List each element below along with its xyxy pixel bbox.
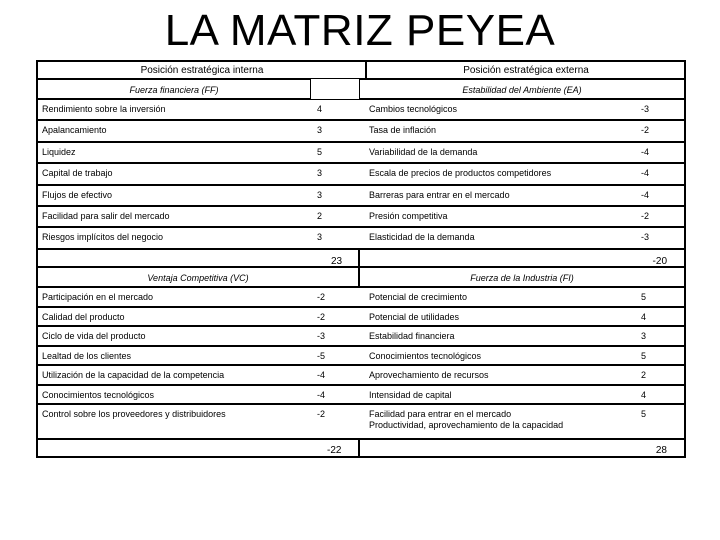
fi-factor: Estabilidad financiera (369, 331, 455, 341)
table-row (37, 142, 685, 163)
fi-factor: Intensidad de capital (369, 389, 452, 400)
fi-label: Fuerza de la Industria (FI) (470, 273, 574, 283)
table-row (37, 307, 685, 327)
vc-factor: Lealtad de los clientes (42, 350, 132, 361)
ea-value: -2 (641, 211, 650, 221)
table-row (37, 185, 685, 206)
vc-factor: Utilización de la capacidad de la competencia (42, 370, 225, 380)
ff-value: 3 (317, 168, 323, 179)
vc-value: -2 (317, 409, 326, 419)
ea-factor: Barreras para entrar en el mercado (369, 189, 510, 200)
fi-value: 4 (641, 389, 647, 400)
ff-label: Fuerza financiera (FF) (129, 85, 219, 95)
ff-factor: Liquidez (42, 146, 76, 157)
fi-value: 5 (641, 350, 647, 361)
ff-factor: Capital de trabajo (42, 168, 113, 179)
ea-value: -3 (641, 232, 650, 243)
vc-value: -4 (317, 389, 326, 400)
vc-value: -2 (317, 292, 326, 302)
ff-value: 5 (317, 146, 323, 157)
vc-value: -5 (317, 350, 326, 361)
ea-value: -4 (641, 189, 650, 200)
ff-factor: Flujos de efectivo (42, 189, 113, 200)
vc-factor: Ciclo de vida del producto (42, 331, 146, 341)
fi-factor: Conocimientos tecnológicos (369, 350, 482, 361)
ea-total: -20 (652, 256, 667, 267)
vc-value: -3 (317, 331, 326, 341)
ff-total-box (37, 249, 359, 267)
ff-factor: Apalancamiento (42, 125, 107, 136)
fi-value: 2 (641, 370, 647, 380)
ff-value: 2 (317, 211, 323, 221)
ff-value: 3 (317, 125, 323, 136)
vc-value: -4 (317, 370, 326, 380)
fi-value: 4 (641, 311, 647, 322)
table-row (37, 120, 685, 141)
ea-value: -3 (641, 104, 650, 114)
ea-factor: Variabilidad de la demanda (369, 146, 478, 157)
ff-factor: Facilidad para salir del mercado (42, 211, 170, 221)
fi-factor: Potencial de utilidades (369, 311, 460, 322)
vc-total: -22 (327, 445, 342, 456)
fi-factor-secondary: Productividad, aprovechamiento de la capacidad (369, 420, 564, 430)
vc-factor: Conocimientos tecnológicos (42, 389, 155, 400)
ff-factor: Riesgos implícitos del negocio (42, 232, 164, 243)
fi-value: 3 (641, 331, 647, 341)
external-position-header: Posición estratégica externa (463, 65, 589, 76)
fi-factor: Facilidad para entrar en el mercado (369, 409, 512, 419)
ff-total: 23 (331, 256, 343, 267)
table-row (37, 163, 685, 184)
fi-value: 5 (641, 409, 647, 419)
table-row (37, 346, 685, 366)
ff-value: 3 (317, 232, 323, 243)
ea-factor: Cambios tecnológicos (369, 104, 458, 114)
vc-total-box (37, 439, 359, 457)
ea-factor: Elasticidad de la demanda (369, 232, 475, 243)
ea-factor: Presión competitiva (369, 211, 448, 221)
vc-factor: Calidad del producto (42, 311, 125, 322)
fi-value: 5 (641, 292, 647, 302)
ea-label: Estabilidad del Ambiente (EA) (462, 85, 582, 95)
page-title: LA MATRIZ PEYEA (164, 6, 556, 55)
vc-factor: Control sobre los proveedores y distribuidores (42, 409, 226, 419)
ff-value: 4 (317, 104, 323, 114)
fi-total: 28 (655, 445, 667, 456)
ea-factor: Escala de precios de productos competidores (369, 168, 552, 179)
fi-factor: Aprovechamiento de recursos (369, 370, 489, 380)
fi-factor: Potencial de crecimiento (369, 292, 468, 302)
ff-value: 3 (317, 189, 323, 200)
ff-factor: Rendimiento sobre la inversión (42, 104, 166, 114)
internal-position-header: Posición estratégica interna (140, 65, 264, 76)
peyea-matrix-table (36, 60, 686, 458)
vc-label: Ventaja Competitiva (VC) (147, 273, 249, 283)
ea-factor: Tasa de inflación (369, 125, 437, 136)
vc-factor: Participación en el mercado (42, 292, 154, 302)
ea-value: -2 (641, 125, 650, 136)
ea-value: -4 (641, 146, 650, 157)
vc-value: -2 (317, 311, 326, 322)
ea-value: -4 (641, 168, 650, 179)
